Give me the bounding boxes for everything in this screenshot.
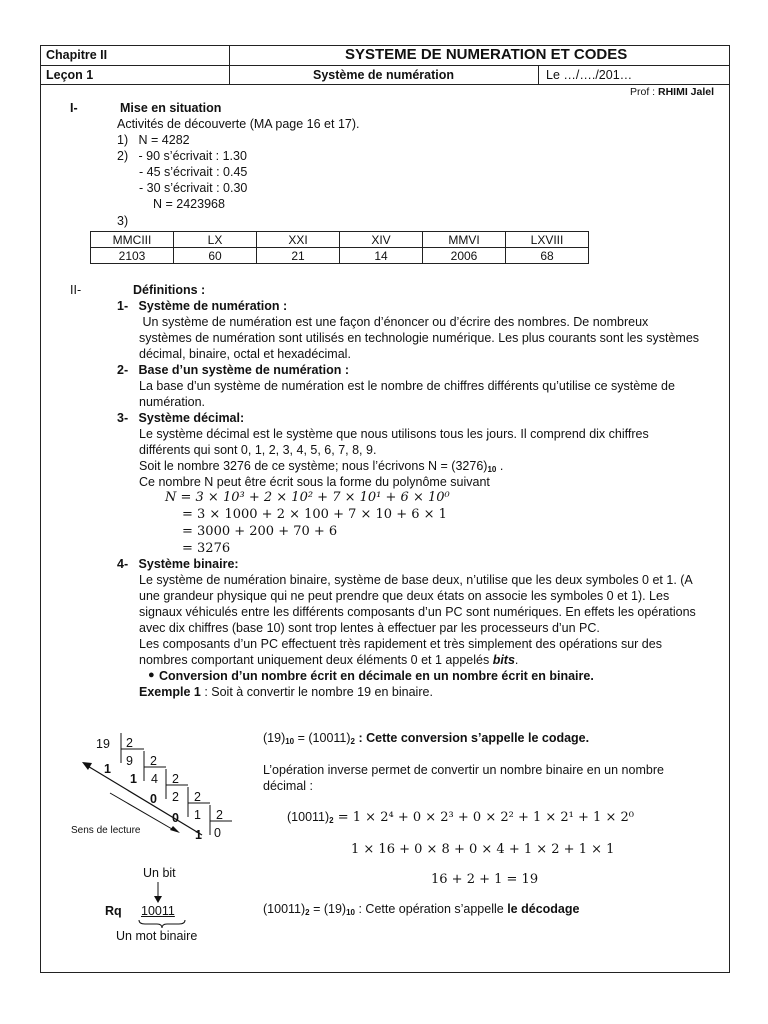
dividend-19: 19: [96, 737, 110, 751]
section2-number: II-: [70, 283, 82, 297]
decode-equation-3: 16 + 2 + 1 = 19: [431, 872, 539, 887]
table-cell: MMVI: [423, 232, 506, 248]
polynomial-line-1: N = 3 × 10³ + 2 × 10² + 7 × 10¹ + 6 × 10⁰: [165, 490, 450, 505]
date-field: Le …/…./201…: [546, 68, 633, 82]
bit-label: Un bit: [143, 866, 176, 880]
eq1-right: = 1 × 2⁴ + 0 × 2³ + 0 × 2² + 1 × 2¹ + 1 × 2⁰: [333, 810, 634, 825]
question-1: 1) N = 4282: [117, 133, 190, 147]
def1-title: 1- Système de numération :: [117, 299, 288, 313]
example-text: : Soit à convertir le nombre 19 en binaire.: [200, 685, 433, 699]
dividend-1: 1: [194, 808, 201, 822]
def1-line-2: systèmes de numération sont utilisés en technologie numérique. Les plus courants sont les systèmes: [139, 331, 700, 345]
coding-keyword: le codage.: [527, 731, 590, 745]
table-cell: 68: [506, 248, 589, 264]
polynomial-line-3: = 3000 + 200 + 70 + 6: [182, 524, 338, 539]
decode-equation-2: 1 × 16 + 0 × 8 + 0 × 4 + 1 × 2 + 1 × 1: [351, 842, 615, 857]
section1-intro: Activités de découverte (MA page 16 et 17).: [117, 117, 360, 131]
roman-row: [91, 232, 589, 248]
def3-title: 3- Système décimal:: [117, 411, 245, 425]
def3-line-3: [139, 459, 503, 474]
table-cell: LXVIII: [506, 232, 589, 248]
def4-line-6-text: nombres comportant uniquement deux éléments 0 et 1 appelés: [139, 653, 493, 667]
example-line: [139, 685, 433, 699]
table-cell: 60: [174, 248, 257, 264]
header-col-2: [538, 65, 539, 85]
remainder-2: 1: [130, 772, 137, 786]
decoding-part: = (19): [309, 902, 347, 916]
lesson-label: Leçon 1: [46, 68, 94, 82]
def4-line-3: signaux véhiculés entre les différents composants d’un PC sont numériques. En effets les opérations: [139, 605, 696, 619]
binary-number: 10011: [141, 904, 175, 918]
table-cell: XXI: [257, 232, 340, 248]
divisor-3: 2: [172, 772, 179, 786]
decoding-keyword: le décodage: [507, 902, 580, 916]
decoding-line: [263, 902, 579, 917]
inverse-line-2: décimal :: [263, 779, 314, 793]
decoding-part: : Cette opération s’appelle: [355, 902, 508, 916]
coding-part: = (10011): [294, 731, 351, 745]
def4-line-1: Le système de numération binaire, système de base deux, n’utilise que les deux symboles 0 et 1. (A: [139, 573, 693, 587]
question-2-line-2: - 45 s’écrivait : 0.45: [139, 165, 248, 179]
roman-table: [90, 231, 589, 264]
lesson-title: Système de numération: [313, 68, 455, 82]
question-3: 3): [117, 214, 129, 228]
eq1-left: (10011): [287, 810, 330, 824]
decoding-subscript: 2: [305, 908, 310, 917]
decode-equation-1: [287, 810, 634, 825]
table-cell: XIV: [340, 232, 423, 248]
def4-line-4: avec dix chiffres (base 10) sont trop lentes à effectuer par les processeurs d’un PC.: [139, 621, 600, 635]
bits-end: .: [514, 653, 519, 667]
header-col-1: [229, 45, 230, 85]
table-cell: 2103: [91, 248, 174, 264]
reading-arrow-tail: [170, 826, 180, 833]
coding-subscript: 10: [285, 737, 295, 746]
polynomial-line-4: = 3276: [182, 541, 231, 556]
divisor-5: 2: [216, 808, 223, 822]
polynomial-line-2: = 3 × 1000 + 2 × 100 + 7 × 10 + 6 × 1: [182, 507, 447, 522]
def1-line-3: décimal, binaire, octal et hexadécimal.: [139, 347, 351, 361]
question-2-line-1: 2) - 90 s’écrivait : 1.30: [117, 149, 247, 163]
prof-label: Prof :: [630, 86, 659, 98]
table-cell: LX: [174, 232, 257, 248]
conversion-heading: Conversion d’un nombre écrit en décimale en un nombre écrit en binaire.: [159, 669, 594, 683]
decoding-part: (10011): [263, 902, 306, 916]
dividend-2: 2: [172, 790, 179, 804]
def4-line-6: [139, 653, 518, 667]
rq-label: Rq: [105, 904, 122, 918]
def3-line-2: différents qui sont 0, 1, 2, 3, 4, 5, 6, 7, 8, 9.: [139, 443, 377, 457]
base-subscript: 10: [487, 465, 497, 474]
header-divider-2: [40, 84, 729, 85]
eq1-subscript: 2: [329, 816, 334, 825]
binary-word-label: Un mot binaire: [116, 929, 198, 943]
chapter-label: Chapitre II: [46, 48, 108, 62]
coding-line: [263, 731, 589, 746]
document-title: SYSTEME DE NUMERATION ET CODES: [345, 46, 628, 63]
header-divider-1: [40, 65, 729, 66]
table-cell: 14: [340, 248, 423, 264]
def2-line-2: numération.: [139, 395, 206, 409]
table-cell: MMCIII: [91, 232, 174, 248]
prof-line: [630, 86, 714, 98]
dividend-4: 4: [151, 772, 158, 786]
remainder-1: 1: [104, 762, 111, 776]
remainder-3: 0: [150, 792, 157, 806]
reading-direction-label: Sens de lecture: [71, 825, 141, 836]
decoding-subscript: 10: [346, 908, 356, 917]
example-label: Exemple 1: [139, 685, 201, 699]
divisor-2: 2: [150, 754, 157, 768]
prof-name: RHIMI Jalel: [658, 86, 715, 98]
def4-title: 4- Système binaire:: [117, 557, 239, 571]
def2-title: 2- Base d’un système de numération :: [117, 363, 350, 377]
def3-line-3-end: .: [496, 459, 504, 473]
section1-title: Mise en situation: [120, 101, 222, 115]
question-2-line-3: - 30 s’écrivait : 0.30: [139, 181, 248, 195]
section1-number: I-: [70, 101, 78, 115]
remainder-4: 0: [172, 811, 179, 825]
bullet-icon: ●: [148, 669, 155, 681]
last-quotient: 0: [214, 826, 221, 840]
inverse-line-1: L’opération inverse permet de convertir un nombre binaire en un nombre: [263, 763, 664, 777]
divisor-1: 2: [126, 736, 133, 750]
bits-word: bits: [492, 653, 515, 667]
def3-line-1: Le système décimal est le système que nous utilisons tous les jours. Il comprend dix chiffres: [139, 427, 649, 441]
coding-part: (19): [263, 731, 286, 745]
coding-part: : Cette conversion s’appelle: [355, 731, 528, 745]
divisor-4: 2: [194, 790, 201, 804]
table-cell: 2006: [423, 248, 506, 264]
coding-subscript: 2: [350, 737, 355, 746]
section2-title: Définitions :: [133, 283, 206, 297]
def4-line-2: une grandeur physique qui ne peut prendre que deux états on associe les symboles 0 et 1). Les: [139, 589, 670, 603]
down-arrow-icon: [152, 882, 164, 904]
arabic-row: [91, 248, 589, 264]
question-2-line-4: N = 2423968: [153, 197, 225, 211]
def3-line-3-text: Soit le nombre 3276 de ce système; nous l’écrivons N = (3276): [139, 459, 488, 473]
table-cell: 21: [257, 248, 340, 264]
def4-line-5: Les composants d’un PC effectuent très rapidement et très simplement des opérations sur des: [139, 637, 662, 651]
def1-line-1: Un système de numération est une façon d’énoncer ou d’écrire des nombres. De nombreux: [139, 315, 649, 329]
dividend-9: 9: [126, 754, 133, 768]
def3-line-4: Ce nombre N peut être écrit sous la forme du polynôme suivant: [139, 475, 490, 489]
def2-line-1: La base d’un système de numération est le nombre de chiffres différents qu’utilise ce système de: [139, 379, 675, 393]
reading-arrow-head: [82, 762, 92, 770]
remainder-5: 1: [195, 828, 202, 842]
